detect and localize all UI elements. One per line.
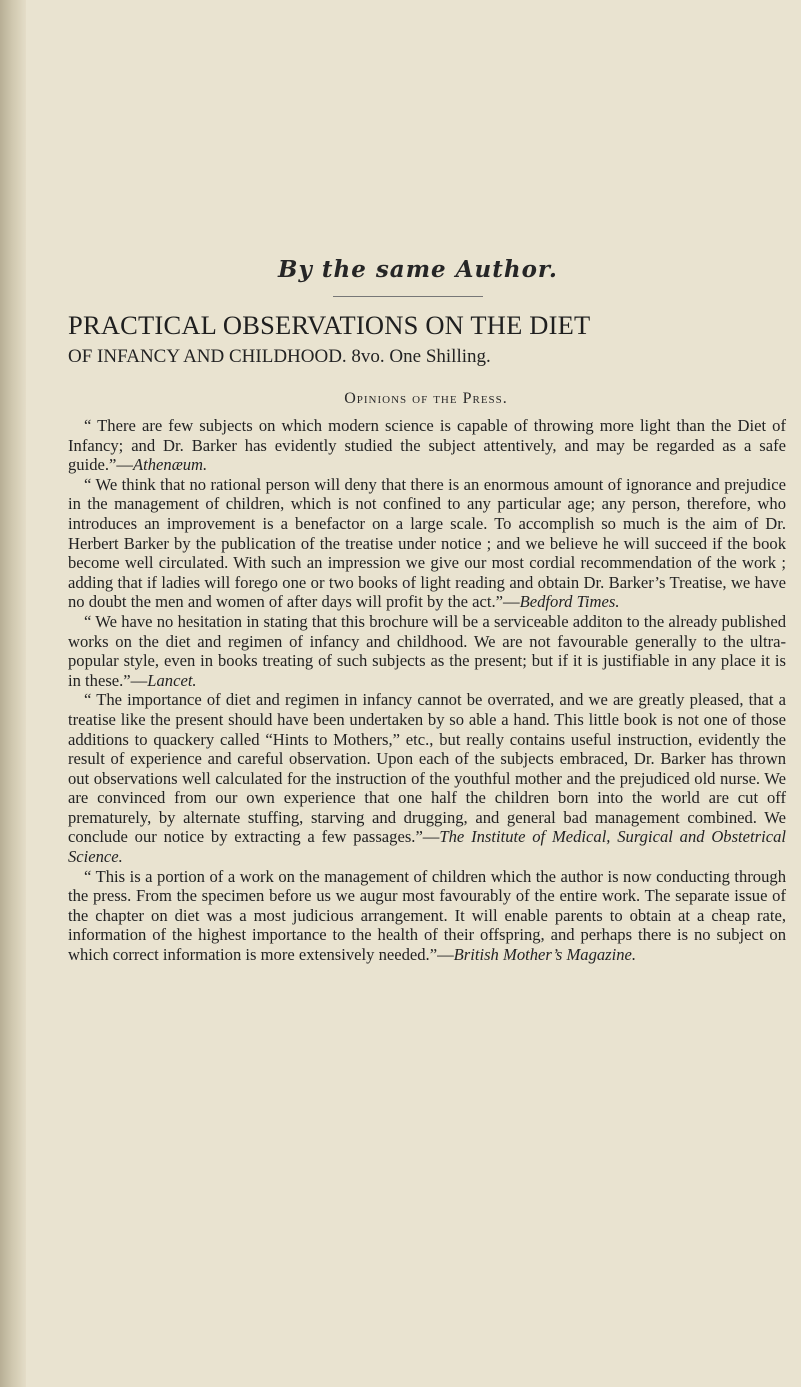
review-british-mothers-magazine [68,867,786,965]
review-text: “ This is a portion of a work on the management of children which the author is now conducting through the press. From the specimen before us we augur most favourably of the entire work. The separate issue of the chapter on diet was a most judicious arrangement. It will enable parents to obtain at a cheap rate, information of the highest importance to the health of their offspring, and perhaps there is no subject on which correct information is more extensively needed.”— [68,866,786,965]
book-subtitle: OF INFANCY AND CHILDHOOD. 8vo. One Shilling. [68,346,491,367]
review-text: “ We think that no rational person will deny that there is an enormous amount of ignorance and prejudice in the management of children, which is not confined to any particular age; any person, therefore, who introduces an improvement is a benefactor on a large scale. To accomplish so much is the aim of Dr. Herbert Barker by the publication of the treatise under notice ; and we believe he will succeed if the book become well circulated. With such an impression we give our most cordial recommendation of the work ; adding that if ladies will forego one or two books of light reading and obtain Dr. Barker’s Treatise, we have no doubt the men and women of after days will profit by the act.”— [68,474,786,612]
review-source: Lancet. [147,670,197,690]
book-title: PRACTICAL OBSERVATIONS ON THE DIET [68,310,591,340]
review-source: Bedford Times. [519,592,620,612]
review-source: British Mother’s Magazine. [453,945,637,965]
review-athenaeum [68,416,786,475]
book-spine-shadow [0,0,26,1387]
review-text: “ There are few subjects on which modern science is capable of throwing more light than the Diet of Infancy; and Dr. Barker has evidently studied the subject attentively, and may be regarded as a safe guide.”— [68,416,786,475]
review-source: The Institute of Medical, Surgical and Obstetrical Science. [68,827,786,867]
review-institute [68,690,786,866]
divider-rule [333,296,483,297]
review-text: “ The importance of diet and regimen in infancy cannot be overrated, and we are greatly pleased, that a treatise like the present should have been undertaken by so able a hand. This little book is not one of those additions to quackery called “Hints to Mothers,” etc., but really contains useful instruction, evidently the result of experience and careful observation. Upon each of the subjects embraced, Dr. Barker has thrown out observations well calculated for the instruction of the youthful mother and the prejudiced old nurse. We are convinced from our own experience that one half the children born into the world are cut off prematurely, by alternate stuffing, starving and drugging, and general bad management combined. We conclude our notice by extracting a few passages.”— [68,690,786,847]
press-opinions-heading: Opinions of the Press. [344,390,508,407]
review-lancet [68,612,786,690]
by-same-author-heading: By the same Author. [278,256,558,283]
book-page [48,0,788,1387]
review-bedford-times [68,475,786,612]
review-source: Athenæum. [132,455,208,475]
review-text: “ We have no hesitation in stating that this brochure will be a serviceable additon to the already published works on the diet and regimen of infancy and childhood. We are not favourable generally to the ultra-popular style, even in books treating of such subjects as the present; but if it is justifiable in any place it is in these.”— [68,611,786,690]
press-reviews [68,416,786,965]
